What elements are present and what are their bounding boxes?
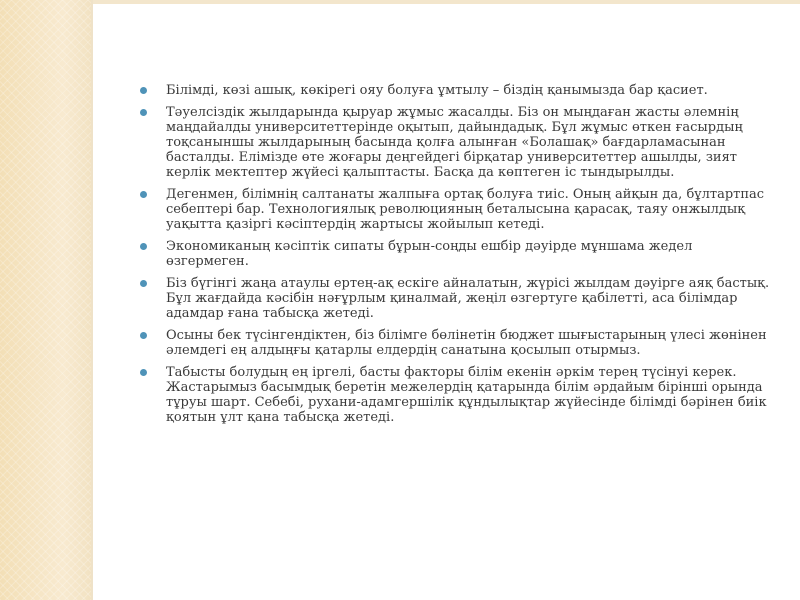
bullet-dot-icon <box>140 109 147 116</box>
band-divider <box>91 0 93 600</box>
bullet-text: Тәуелсіздік жылдарында қыруар жұмыс жасалды. Біз он мыңдаған жасты әлемнің маңдайалды университеттерінде оқытып, дайындадық. Бұл жұмыс өткен ғасырдың тоқсаныншы жылдарының басында қолға алынған «Болашақ» бағдарламасынан басталды. Елімізде өте жоғары деңгейдегі бірқатар университеттер ашылды, зият керлік мектептер жүйесі қалыптасты. Басқа да көптеген іс тындырылды. <box>166 105 743 180</box>
bullet-dot-icon <box>140 280 147 287</box>
slide-content <box>137 83 773 432</box>
bullet-dot-icon <box>140 369 147 376</box>
bullet-item <box>137 276 773 321</box>
bullet-text: Дегенмен, білімнің салтанаты жалпыға ортақ болуға тиіс. Оның айқын да, бұлтартпас себептері бар. Технологиялық революцияның беталысына қарасақ, таяу онжылдық уақытта қазіргі кәсіптердің жартысы жойылып кетеді. <box>166 187 765 232</box>
top-decorative-band <box>93 0 800 4</box>
bullet-dot-icon <box>140 87 147 94</box>
bullet-dot-icon <box>140 243 147 250</box>
bullet-dot-icon <box>140 332 147 339</box>
bullet-item <box>137 187 773 232</box>
bullet-dot-icon <box>140 191 147 198</box>
left-decorative-band <box>0 0 91 600</box>
bullet-text: Осыны бек түсінгендіктен, біз білімге бөлінетін бюджет шығыстарының үлесі жөнінен әлемдегі ең алдыңғы қатарлы елдердің санатына қосылып отырмыз. <box>166 328 767 358</box>
bullet-item <box>137 239 773 269</box>
bullet-text: Экономиканың кәсіптік сипаты бұрын-соңды ешбір дәуірде мұншама жедел өзгермеген. <box>166 239 693 269</box>
bullet-text: Біз бүгінгі жаңа атаулы ертең-ақ ескіге айналатын, жүрісі жылдам дәуірге аяқ бастық. Бұл жағдайда кәсібін нәғұрлым қиналмай, жеңіл өзгертуге қабілетті, аса білімдар адамдар ғана табысқа жетеді. <box>166 276 770 321</box>
bullet-text: Табысты болудың ең іргелі, басты факторы білім екенін әркім терең түсінуі керек. Жастарымыз басымдық беретін межелердің қатарында білім әрдайым бірінші орында тұруы шарт. Себебі, рухани-адамгершілік құндылықтар жүйесінде білімді бәрінен биік қоятын ұлт қана табысқа жетеді. <box>166 365 767 425</box>
bullet-item <box>137 365 773 425</box>
bullet-item <box>137 83 773 98</box>
bullet-item <box>137 328 773 358</box>
bullet-text: Білімді, көзі ашық, көкірегі ояу болуға ұмтылу – біздің қанымызда бар қасиет. <box>166 83 708 98</box>
bullet-item <box>137 105 773 180</box>
bullet-list <box>137 83 773 425</box>
